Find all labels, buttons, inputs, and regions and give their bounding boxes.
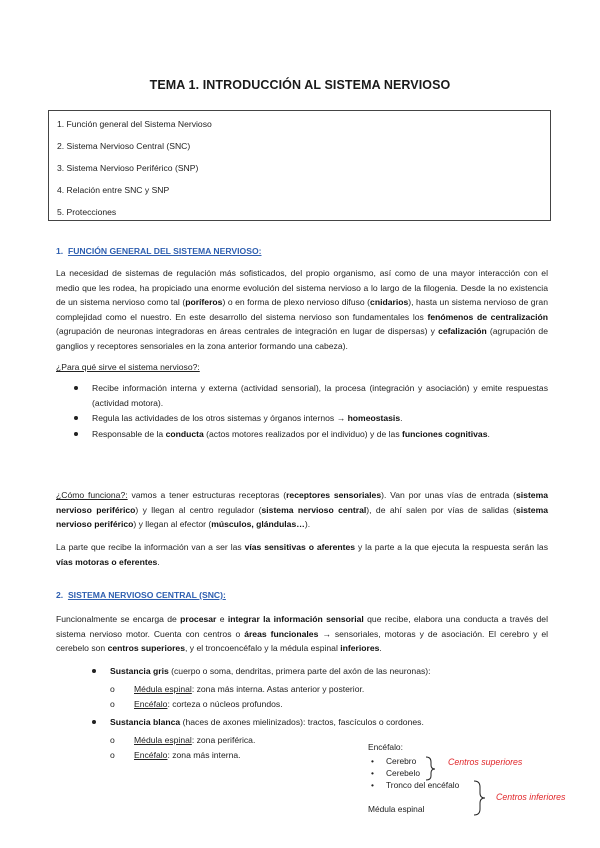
diagram-centros-superiores: Centros superiores	[448, 757, 523, 767]
diagram-cerebelo-label: Cerebelo	[386, 768, 420, 778]
toc-item: 4. Relación entre SNC y SNP	[57, 185, 170, 195]
section-title: FUNCIÓN GENERAL DEL SISTEMA NERVIOSO:	[67, 246, 262, 256]
toc-item: 5. Protecciones	[57, 207, 117, 217]
diagram-centros-inferiores: Centros inferiores	[496, 792, 566, 802]
bullet-icon: •	[371, 780, 374, 790]
brace-superior-icon	[426, 757, 435, 780]
paragraph-phylogeny: La necesidad de sistemas de regulación más sofisticados, del propio organismo, así como de una mayor interacción con el medio que les rodea, ha propiciado una enorme evolución del sistema nervioso a lo largo de la filogenia. Desde la no existencia de un sistema nervioso como tal (poríferos) o en forma de plexo nervioso difuso (cnidarios), hasta un sistema nervioso de gran complejidad como el nuestro. En este desarrollo del sistema nervioso son fundamentales los fenómenos de centralización (agrupación de neuronas integradoras en áreas centrales de integración en lugar de dispersas) y cefalización (agrupación de ganglios y receptores sensoriales en la zona anterior formando una cabeza).	[56, 268, 548, 351]
section-number: 1.	[56, 246, 64, 256]
purpose-list	[72, 381, 548, 442]
gris-list	[90, 664, 548, 680]
section-title: SISTEMA NERVIOSO CENTRAL (SNC):	[67, 590, 226, 600]
list-item: Sustancia gris (cuerpo o soma, dendritas, primera parte del axón de las neuronas):	[90, 664, 548, 679]
brace-inferior-icon	[474, 781, 485, 815]
table-of-contents	[48, 110, 551, 221]
sub-item: o Médula espinal: zona periférica.	[110, 735, 256, 745]
question-purpose: ¿Para qué sirve el sistema nervioso?:	[56, 362, 200, 372]
paragraph-pathways: La parte que recibe la información van a ser las vías sensitivas o aferentes y la parte a la que ejecuta la respuesta serán las vías motoras o eferentes.	[56, 542, 548, 567]
sub-item: o Encéfalo: corteza o núcleos profundos.	[110, 699, 283, 709]
diagram-medula-label: Médula espinal	[368, 804, 425, 814]
bullet-icon: •	[371, 768, 374, 778]
section-1-heading	[56, 246, 262, 256]
diagram-cerebro-label: Cerebro	[386, 756, 417, 766]
diagram-encefalo-label: Encéfalo:	[368, 742, 403, 752]
list-item: Recibe información interna y externa (actividad sensorial), la procesa (integración y asociación) y emite respuestas (actividad motora).	[72, 381, 548, 410]
list-item: Responsable de la conducta (actos motores realizados por el individuo) y de las funciones cognitivas.	[72, 427, 548, 442]
sub-item: o Encéfalo: zona más interna.	[110, 750, 241, 760]
toc-item: 2. Sistema Nervioso Central (SNC)	[57, 141, 191, 151]
paragraph-how-it-works: ¿Cómo funciona?: vamos a tener estructuras receptoras (receptores sensoriales). Van por unas vías de entrada (sistema nervioso periférico) y llegan al centro regulador (sistema nervioso central), de ahí salen por vías de salidas (sistema nervioso periférico) y llegan al efector (músculos, glándulas…).	[56, 490, 549, 530]
section-number: 2.	[56, 590, 64, 600]
paragraph-snc: Funcionalmente se encarga de procesar e integrar la información sensorial que recibe, elabora una conducta a través del sistema nervioso motor. Cuenta con centros o áreas funcionales → sensoriales, motoras y de asociación. El cerebro y el cerebelo son centros superiores, y el troncoencéfalo y la médula espinal inferiores.	[56, 614, 549, 654]
sub-item: o Médula espinal: zona más interna. Astas anterior y posterior.	[110, 684, 365, 694]
section-2-heading	[56, 590, 226, 600]
diagram-tronco-label: Tronco del encéfalo	[386, 780, 460, 790]
toc-item: 1. Función general del Sistema Nervioso	[57, 119, 212, 129]
list-item: Regula las actividades de los otros sistemas y órganos internos → homeostasis.	[72, 411, 548, 426]
bullet-icon: •	[371, 756, 374, 766]
blanca-list	[90, 715, 548, 731]
page-title: TEMA 1. INTRODUCCIÓN AL SISTEMA NERVIOSO	[149, 78, 451, 92]
list-item: Sustancia blanca (haces de axones mielinizados): tractos, fascículos o cordones.	[90, 715, 548, 730]
toc-item: 3. Sistema Nervioso Periférico (SNP)	[57, 163, 199, 173]
